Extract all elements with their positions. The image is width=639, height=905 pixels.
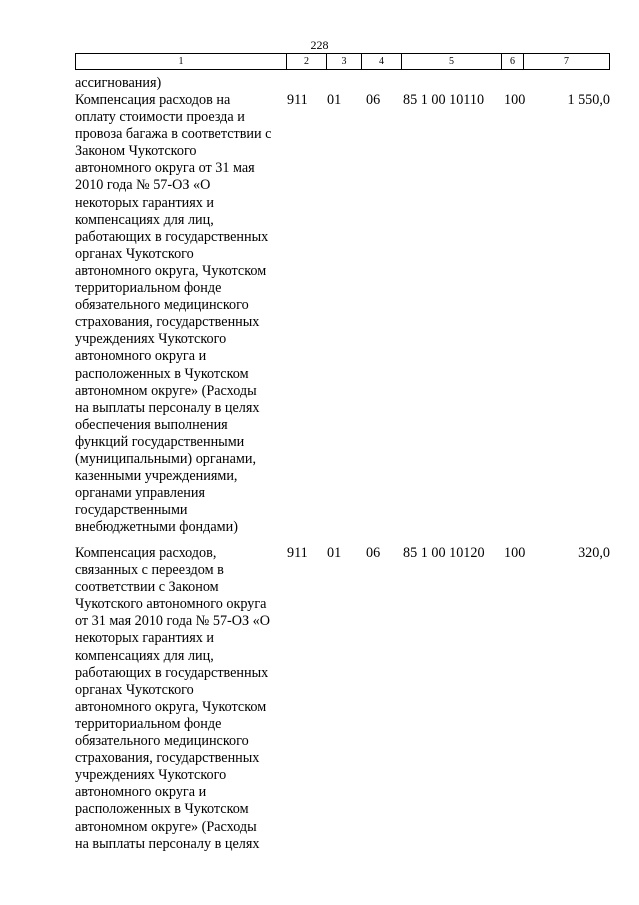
column-header-7: 7 [524, 54, 610, 70]
row-expense-type: 100 [504, 92, 526, 108]
row-target-article: 85 1 00 10120 [403, 545, 485, 561]
continued-text: ассигнования) [75, 75, 162, 91]
row-subsection-code: 06 [366, 545, 381, 561]
column-header-3: 3 [327, 54, 362, 70]
column-header-table [75, 53, 610, 70]
column-header-row [76, 54, 610, 70]
row-description: Компенсация расходов на оплату стоимости проезда и провоза багажа в соответствии с Законом Чукотского автономного округа от 31 мая 2010 года № 57-ОЗ «О некоторых гарантиях и компенсациях для лиц, работающих в государственных органах Чукотского автономного округа, Чукотском территориальном фонде обязательного медицинского страхования, государственных учреждениях Чукотского автономного округа и расположенных в Чукотском автономном округе» (Расходы на выплаты персоналу в целях обеспечения выполнения функций государственными (муниципальными) органами, казенными учреждениями, органами управления государственными внебюджетными фондами) [75, 92, 272, 536]
row-ministry-code: 911 [287, 92, 308, 108]
row-ministry-code: 911 [287, 545, 308, 561]
row-target-article: 85 1 00 10110 [403, 92, 485, 108]
column-header-6: 6 [502, 54, 524, 70]
row-section-code: 01 [327, 92, 342, 108]
row-description: Компенсация расходов, связанных с переездом в соответствии с Законом Чукотского автономного округа от 31 мая 2010 года № 57-ОЗ «О некоторых гарантиях и компенсациях для лиц, работающих в государственных органах Чукотского автономного округа, Чукотском территориальном фонде обязательного медицинского страхования, государственных учреждениях Чукотского автономного округа и расположенных в Чукотском автономном округе» (Расходы на выплаты персоналу в целях [75, 545, 271, 852]
column-header-1: 1 [76, 54, 287, 70]
column-header-5: 5 [402, 54, 502, 70]
row-amount: 320,0 [578, 545, 610, 561]
column-header-4: 4 [362, 54, 402, 70]
row-section-code: 01 [327, 545, 342, 561]
row-amount: 1 550,0 [567, 92, 610, 108]
column-header-2: 2 [287, 54, 327, 70]
page-number: 228 [310, 38, 329, 52]
row-subsection-code: 06 [366, 92, 381, 108]
row-expense-type: 100 [504, 545, 526, 561]
